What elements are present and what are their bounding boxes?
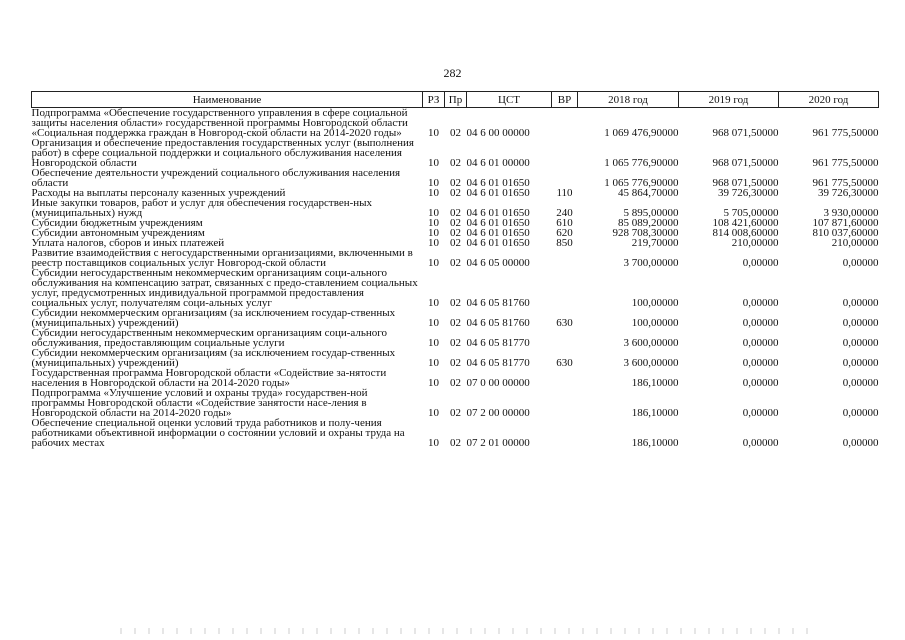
table-row (32, 168, 879, 188)
cell-y2018: 3 600,00000 (623, 337, 679, 349)
cell-cst: 07 2 01 00000 (466, 437, 530, 449)
cell-y2019: 814 008,60000 (712, 227, 779, 239)
cell-name: Развитие взаимодействия с негосударственными организациями, включенными в реестр поставщиков социальных услуг Новгород-ской области (31, 247, 413, 269)
cell-cst: 04 6 01 00000 (466, 157, 530, 169)
cell-vr (552, 108, 578, 139)
cell-y2020: 210,00000 (831, 237, 879, 249)
table-row (32, 198, 879, 218)
cell-rz: 10 (428, 317, 439, 329)
cell-vr: 610 (556, 217, 573, 229)
cell-rz: 10 (428, 217, 439, 229)
cell-pr: 02 (450, 337, 461, 349)
cell-y2018: 219,70000 (631, 237, 679, 249)
page-number: 282 (443, 66, 462, 80)
cell-vr: 110 (556, 187, 573, 199)
cell-y2020: 0,00000 (842, 437, 879, 449)
cell-rz: 10 (428, 207, 439, 219)
cell-vr (552, 168, 578, 188)
cell-y2019: 0,00000 (742, 257, 779, 269)
cell-rz: 10 (428, 437, 439, 449)
cell-pr: 02 (450, 227, 461, 239)
header-cst: ЦСТ (467, 92, 552, 108)
cell-rz: 10 (428, 357, 439, 369)
cell-y2020: 0,00000 (842, 357, 879, 369)
cell-y2019: 0,00000 (742, 357, 779, 369)
cell-y2020: 107 871,60000 (812, 217, 879, 229)
cell-name: Субсидии негосударственным некоммерческим организациям соци-ального обслуживания на компенсацию затрат, связанных с предо-ставлением социальных услуг, предусмотренных индивидуальной программой предоставления социальных услуг, получателям соци-альных услуг (31, 267, 418, 309)
cell-name: Субсидии бюджетным учреждениям (31, 217, 203, 229)
cell-y2018: 3 700,00000 (623, 257, 679, 269)
cell-cst: 04 6 01 01650 (466, 187, 530, 199)
cell-cst: 04 6 01 01650 (466, 207, 530, 219)
cell-name: Обеспечение деятельности учреждений социального обслуживания населения области (31, 167, 401, 189)
cell-pr: 02 (450, 357, 461, 369)
cell-name: Субсидии некоммерческим организациям (за исключением государ-ственных (муниципальных) учреждений) (31, 307, 396, 329)
cell-y2019: 108 421,60000 (712, 217, 779, 229)
cell-pr: 02 (450, 257, 461, 269)
cell-name: Расходы на выплаты персоналу казенных учреждений (31, 187, 286, 199)
cell-y2019: 968 071,50000 (712, 127, 779, 139)
cell-vr: 850 (556, 237, 573, 249)
cell-y2020: 0,00000 (842, 297, 879, 309)
cell-y2020: 39 726,30000 (818, 187, 879, 199)
table-row (32, 248, 879, 268)
cell-rz: 10 (428, 407, 439, 419)
cell-cst: 04 6 05 81770 (466, 337, 530, 349)
cell-name: Обеспечение специальной оценки условий труда работников и полу-чения работниками объективной информации о состоянии условий и охраны труда на рабочих местах (31, 417, 405, 449)
cell-vr (552, 368, 578, 388)
cell-y2019: 968 071,50000 (712, 157, 779, 169)
header-2020: 2020 год (779, 92, 879, 108)
cell-pr: 02 (450, 157, 461, 169)
cell-vr: 630 (556, 357, 573, 369)
cell-y2019: 0,00000 (742, 317, 779, 329)
cell-vr: 630 (556, 317, 573, 329)
cell-pr: 02 (450, 237, 461, 249)
budget-table (31, 91, 879, 448)
cell-rz: 10 (428, 127, 439, 139)
cell-rz: 10 (428, 187, 439, 199)
cell-y2019: 0,00000 (742, 407, 779, 419)
cell-y2018: 5 895,00000 (623, 207, 679, 219)
cell-y2018: 100,00000 (631, 317, 679, 329)
table-row (32, 308, 879, 328)
table-row (32, 268, 879, 308)
header-2018: 2018 год (578, 92, 679, 108)
cell-rz: 10 (428, 377, 439, 389)
cell-y2020: 0,00000 (842, 377, 879, 389)
header-pr: Пр (445, 92, 467, 108)
cell-name: Уплата налогов, сборов и иных платежей (31, 237, 225, 249)
cell-y2020: 0,00000 (842, 317, 879, 329)
cell-pr: 02 (450, 127, 461, 139)
cell-y2018: 100,00000 (631, 297, 679, 309)
cell-name: Субсидии автономным учреждениям (31, 227, 205, 239)
cell-name: Подпрограмма «Обеспечение государственного управления в сфере социальной защиты населения области» государственной программы Новгородской области «Социальная поддержка граждан в Новгород-ской области на 2014-2020 годы» (31, 107, 408, 139)
cell-rz: 10 (428, 177, 439, 189)
cell-vr (552, 418, 578, 448)
cell-vr (552, 268, 578, 308)
cell-name: Организация и обеспечение предоставления государственных услуг (выполнения работ) в сфере социальной поддержки и социального обслуживания населения Новгородской области (31, 137, 414, 169)
cell-vr (552, 388, 578, 418)
table-row (32, 348, 879, 368)
cell-cst: 04 6 01 01650 (466, 237, 530, 249)
cell-name: Подпрограмма «Улучшение условий и охраны труда» государствен-ной программы Новгородской области «Содействие занятости насе-ления в Новгородской области на 2014-2020 годы» (31, 387, 368, 419)
cell-y2018: 186,10000 (631, 437, 679, 449)
cell-cst: 04 6 01 01650 (466, 227, 530, 239)
cell-y2019: 968 071,50000 (712, 177, 779, 189)
table-row (32, 418, 879, 448)
cell-y2018: 186,10000 (631, 407, 679, 419)
cell-vr (552, 328, 578, 348)
cell-y2020: 0,00000 (842, 337, 879, 349)
cell-name: Субсидии негосударственным некоммерческим организациям соци-ального обслуживания, предоставляющим социальные услуги (31, 327, 388, 349)
cell-rz: 10 (428, 237, 439, 249)
cell-y2019: 39 726,30000 (718, 187, 779, 199)
cell-y2020: 3 930,00000 (823, 207, 879, 219)
cell-y2019: 0,00000 (742, 337, 779, 349)
cell-cst: 07 2 00 00000 (466, 407, 530, 419)
cell-cst: 04 6 05 81770 (466, 357, 530, 369)
table-row (32, 328, 879, 348)
cell-y2020: 0,00000 (842, 407, 879, 419)
cell-y2018: 85 089,20000 (618, 217, 679, 229)
cell-pr: 02 (450, 437, 461, 449)
cell-vr: 240 (556, 207, 573, 219)
header-rz: РЗ (423, 92, 445, 108)
cell-vr (552, 138, 578, 168)
cell-pr: 02 (450, 407, 461, 419)
table-row (32, 388, 879, 418)
cell-y2018: 45 864,70000 (618, 187, 679, 199)
cell-y2019: 0,00000 (742, 437, 779, 449)
table-header-row (32, 92, 879, 108)
table-row (32, 368, 879, 388)
cell-pr: 02 (450, 177, 461, 189)
cell-name: Государственная программа Новгородской области «Содействие за-нятости населения в Новгородской области на 2014-2020 годы» (31, 367, 387, 389)
cell-rz: 10 (428, 337, 439, 349)
cell-pr: 02 (450, 187, 461, 199)
cell-y2018: 1 065 776,90000 (604, 157, 679, 169)
cell-y2018: 928 708,30000 (612, 227, 679, 239)
cell-y2018: 3 600,00000 (623, 357, 679, 369)
table-row (32, 138, 879, 168)
cell-pr: 02 (450, 297, 461, 309)
cell-y2019: 0,00000 (742, 377, 779, 389)
cell-y2018: 186,10000 (631, 377, 679, 389)
cell-pr: 02 (450, 377, 461, 389)
cell-pr: 02 (450, 207, 461, 219)
cell-cst: 07 0 00 00000 (466, 377, 530, 389)
cell-cst: 04 6 01 01650 (466, 217, 530, 229)
cell-rz: 10 (428, 257, 439, 269)
cell-cst: 04 6 05 81760 (466, 317, 530, 329)
cell-vr: 620 (556, 227, 573, 239)
cell-y2020: 961 775,50000 (812, 157, 879, 169)
header-vr: ВР (552, 92, 578, 108)
cell-y2018: 1 065 776,90000 (604, 177, 679, 189)
cell-y2019: 0,00000 (742, 297, 779, 309)
cell-y2018: 1 069 476,90000 (604, 127, 679, 139)
cell-cst: 04 6 05 81760 (466, 297, 530, 309)
cell-cst: 04 6 05 00000 (466, 257, 530, 269)
cell-y2020: 810 037,60000 (812, 227, 879, 239)
cell-cst: 04 6 00 00000 (466, 127, 530, 139)
cell-pr: 02 (450, 217, 461, 229)
scan-artifact (120, 628, 820, 634)
cell-y2020: 0,00000 (842, 257, 879, 269)
cell-name: Иные закупки товаров, работ и услуг для обеспечения государствен-ных (муниципальных) нужд (31, 197, 373, 219)
cell-name: Субсидии некоммерческим организациям (за исключением государ-ственных (муниципальных) учреждений) (31, 347, 396, 369)
header-2019: 2019 год (679, 92, 779, 108)
cell-rz: 10 (428, 297, 439, 309)
cell-y2020: 961 775,50000 (812, 127, 879, 139)
header-name: Наименование (32, 92, 423, 108)
table-row (32, 108, 879, 139)
cell-vr (552, 248, 578, 268)
cell-y2020: 961 775,50000 (812, 177, 879, 189)
cell-y2019: 5 705,00000 (723, 207, 779, 219)
cell-cst: 04 6 01 01650 (466, 177, 530, 189)
cell-rz: 10 (428, 157, 439, 169)
cell-y2019: 210,00000 (731, 237, 779, 249)
cell-rz: 10 (428, 227, 439, 239)
cell-pr: 02 (450, 317, 461, 329)
